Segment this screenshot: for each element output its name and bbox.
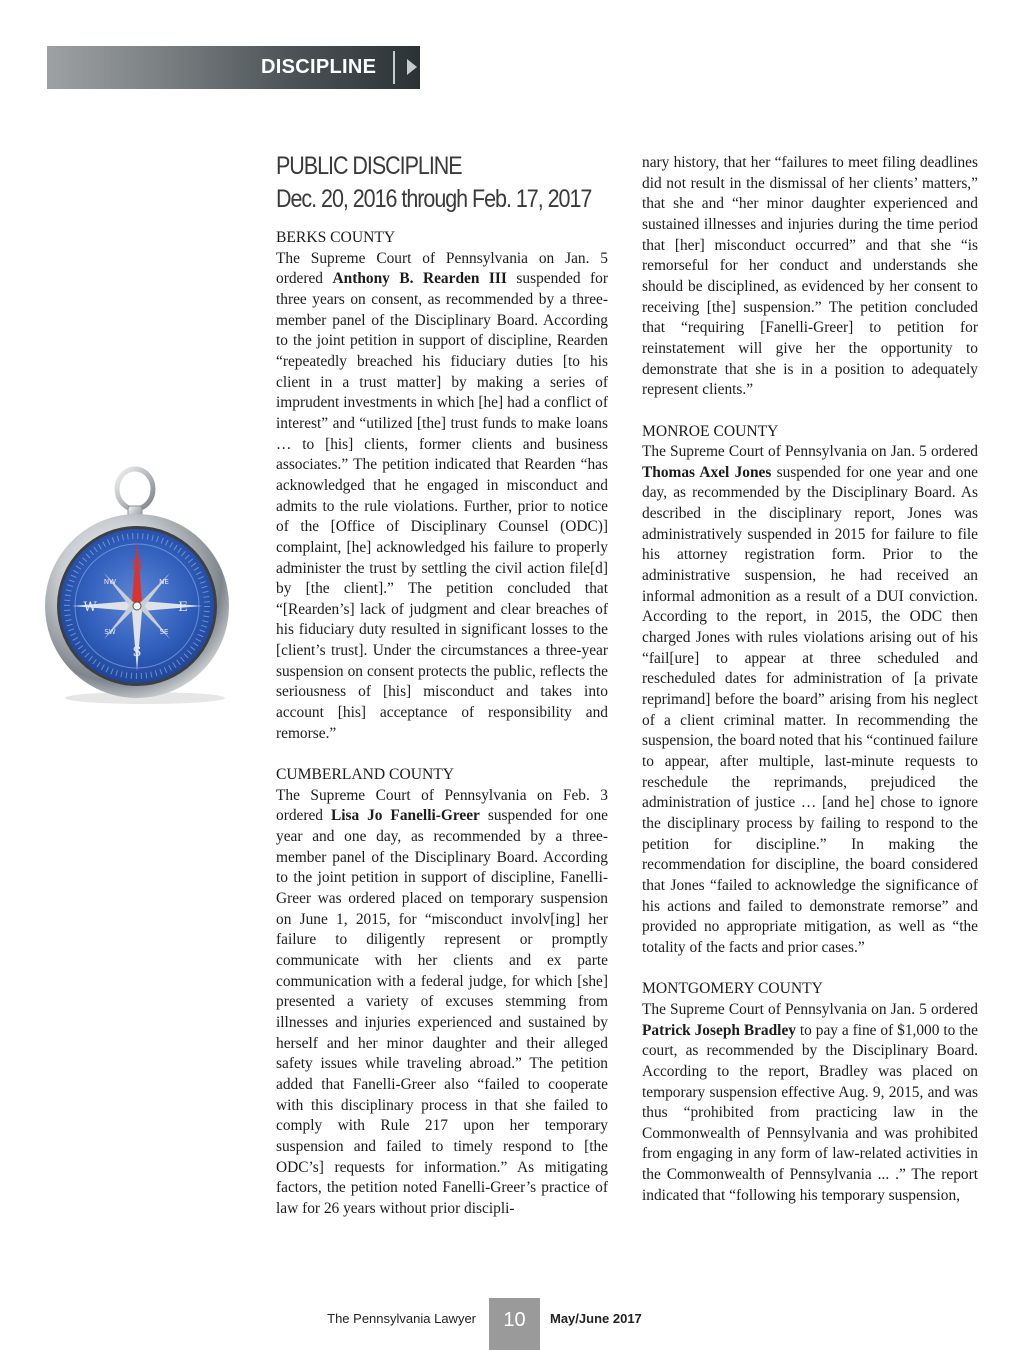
arrow-right-icon [407, 59, 417, 75]
compass-se: SE [159, 628, 169, 636]
compass-s: S [132, 645, 142, 660]
article-column-left [276, 150, 608, 1219]
county-heading-monroe: MONROE COUNTY [642, 422, 779, 440]
compass-e: E [178, 600, 188, 615]
article-title: PUBLIC DISCIPLINE [276, 152, 462, 180]
footer-publication: The Pennsylvania Lawyer [327, 1311, 476, 1326]
respondent-name: Lisa Jo Fanelli-Greer [330, 807, 480, 825]
section-banner-label: DISCIPLINE [261, 56, 377, 78]
respondent-name: Anthony B. Rearden III [332, 270, 507, 288]
compass-nw: NW [103, 578, 117, 586]
compass-n: N [131, 558, 143, 573]
footer-issue: May/June 2017 [550, 1311, 642, 1326]
compass-ne: NE [159, 578, 169, 586]
compass-illustration [40, 466, 250, 706]
county-heading-montgomery: MONTGOMERY COUNTY [642, 980, 823, 998]
article-column-right [642, 153, 978, 1206]
county-heading-berks: BERKS COUNTY [276, 229, 396, 246]
case-paragraph-montgomery: The Supreme Court of Pennsylvania on Jan. 5 ordered Patrick Joseph Bradley to pay a fine of $1,000 to the court, as recommended by the Disciplinary Board. According to the report, Bradley was placed on temporary suspension effective Aug. 9, 2015, and was thus “prohibited from practicing law in the Commonwealth of Pennsylvania and was prohibited from engaging in any form of law-related activities in the Commonwealth of Pennsylvania ... .” The report indicated that “following his temporary suspension, [642, 1000, 979, 1204]
case-paragraph-cumberland-continued: nary history, that her “failures to meet filing deadlines did not result in the dismissal of her clients’ matters,” that she and “her minor daughter experienced and sustained illnesses and injuries during the time period that [her] misconduct occurred” and that she “is remorseful for her conduct and understands she should be disciplined, as evidenced by her consent to receiving [the] suspension.” The petition concluded that “requiring [Fanelli-Greer] to petition for reinstatement will give her the opportunity to demonstrate that she is in a position to adequately represent clients.” [642, 154, 978, 399]
case-paragraph-berks: The Supreme Court of Pennsylvania on Jan. 5 ordered Anthony B. Rearden III suspended for three years on consent, as recommended by a three-member panel of the Disciplinary Board. According to the joint petition in support of discipline, Rearden “repeatedly breached his fiduciary duties [to his client in a trust matter] by making a series of imprudent investments in which [he] had a conflict of interest” and “utilized [the] trust funds to make loans … to [his] clients, former clients and business associates.” The petition indicated that Rearden “has acknowledged that he engaged in misconduct and admits to the rule violations. Further, prior to notice of the [Office of Disciplinary Counsel (ODC)] complaint, [he] acknowledged his failure to properly administer the trust by settling the civil action file[d] by [the client].” The petition concluded that “[Rearden’s] lack of judgment and clear breaches of his fiduciary duty resulted in significant losses to the [client’s trust]. Under the circumstances a three-year suspension on consent protects the public, reflects the seriousness of [his] misconduct and takes into account [his] acceptance of responsibility and remorse.” [276, 249, 608, 742]
article-date-range: Dec. 20, 2016 through Feb. 17, 2017 [276, 185, 592, 213]
page-number: 10 [489, 1298, 540, 1350]
banner-divider [393, 51, 395, 84]
respondent-name: Patrick Joseph Bradley [642, 1021, 796, 1039]
case-paragraph-cumberland: The Supreme Court of Pennsylvania on Feb. 3 ordered Lisa Jo Fanelli-Greer suspended for one year and one day, as recommended by a three-member panel of the Disciplinary Board. According to the joint petition in support of discipline, Fanelli-Greer was ordered placed on temporary suspension on June 1, 2015, for “misconduct involv[ing] her failure to diligently represent or promptly communicate with her clients and ex parte communication with a federal judge, for which [she] presented a variety of excuses stemming from illnesses and injuries experienced and sustained by herself and her minor daughter and their alleged safety issues while traveling abroad.” The petition added that Fanelli-Greer also “failed to cooperate with this disciplinary process in that she failed to comply with Rule 217 upon her temporary suspension and failed to timely respond to [the ODC’s] requests for information.” As mitigating factors, the petition noted Fanelli-Greer’s practice of law for 26 years without prior discipli- [276, 786, 608, 1217]
county-heading-cumberland: CUMBERLAND COUNTY [276, 766, 455, 784]
respondent-name: Thomas Axel Jones [642, 463, 772, 481]
compass-sw: SW [104, 628, 116, 636]
section-banner [47, 46, 420, 89]
compass-w: W [83, 600, 97, 615]
case-paragraph-monroe: The Supreme Court of Pennsylvania on Jan. 5 ordered Thomas Axel Jones suspended for one year and one day, as recommended by the Disciplinary Board. As described in the disciplinary report, Jones was administratively suspended in 2015 for failure to file his attorney registration form. Prior to the administrative suspension, he had received an informal admonition as a result of a DUI conviction. According to the report, in 2015, the ODC then charged Jones with rules violations arising out of his “fail[ure] to appear at three scheduled and rescheduled dates for administration of [a private reprimand] before the board” arising from his neglect of a client criminal matter. In recommending the suspension, the board noted that his “continued failure to appear, after multiple, last-minute requests to reschedule the reprimands, prejudiced the administration of justice … [and he] chose to ignore the disciplinary process by failing to respond to the petition for discipline.” In making the recommendation for discipline, the board considered that Jones “failed to acknowledge the significance of his actions and failed to demonstrate remorse” and provided no appropriate mitigation, as well as “the totality of the facts and prior cases.” [642, 443, 978, 956]
